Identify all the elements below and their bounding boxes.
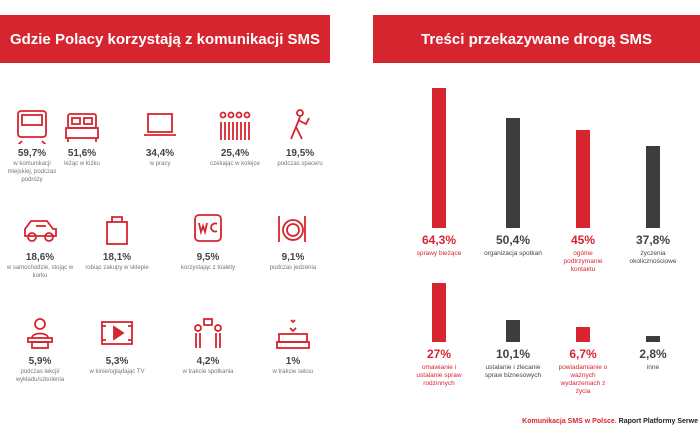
bar-label: sprawy bieżące: [416, 250, 462, 257]
bar-label: ogólne podtrzymanie kontaktu: [563, 250, 603, 273]
bar-value: 6,7%: [569, 347, 597, 361]
usage-value: 5,9%: [28, 356, 52, 367]
shopping-bag-icon: [99, 212, 135, 248]
usage-item: [168, 316, 248, 376]
usage-value: 9,5%: [196, 252, 220, 263]
bar: [506, 320, 520, 342]
usage-item: [0, 212, 80, 280]
usage-value: 34,4%: [145, 148, 175, 159]
right-title-banner: [373, 15, 700, 63]
walking-icon: [282, 108, 318, 144]
usage-label: podczas jedzenia: [269, 265, 317, 271]
bed-hearts-icon: [275, 316, 311, 352]
left-title: Gdzie Polacy korzystają z komunikacji SMS: [9, 30, 321, 48]
usage-label: leżąc w łóżku: [64, 161, 100, 167]
source-title: Komunikacja SMS w Polsce.: [522, 418, 617, 425]
film-icon: [99, 316, 135, 352]
car-icon: [22, 212, 58, 248]
usage-value: 9,1%: [281, 252, 305, 263]
bar: [646, 336, 660, 342]
usage-label: podczas lekcji/ wykładu/szkolenia: [15, 369, 65, 383]
bar: [576, 130, 590, 228]
queue-icon: [217, 108, 253, 144]
meeting-icon: [190, 316, 226, 352]
bar-value: 10,1%: [495, 347, 531, 361]
lecturer-icon: [22, 316, 58, 352]
usage-value: 1%: [285, 356, 301, 367]
plate-icon: [275, 212, 311, 248]
bed-icon: [64, 108, 100, 144]
usage-item: [42, 108, 122, 168]
source-footer: [522, 418, 698, 425]
usage-label: w samochodzie, stojąc w korku: [6, 265, 74, 279]
usage-item: [120, 108, 200, 168]
usage-value: 4,2%: [196, 356, 220, 367]
bar-label: życzenia okolicznościowe: [629, 250, 677, 265]
bar-value: 45%: [570, 233, 596, 247]
bar-label: omawianie i ustalanie spraw rodzinnych: [416, 364, 462, 387]
usage-value: 18,6%: [25, 252, 55, 263]
bar-label: powiadamianie o ważnych wydarzeniach z życia: [558, 364, 608, 395]
usage-item: [260, 108, 340, 168]
usage-label: w trakcie seksu: [272, 369, 314, 375]
usage-value: 19,5%: [285, 148, 315, 159]
bar: [576, 327, 590, 342]
right-title: Treści przekazywane drogą SMS: [421, 30, 652, 48]
usage-label: w komunikacji miejskiej, podczas podróży: [7, 161, 57, 183]
bar-label: ustalanie i zlecanie spraw biznesowych: [484, 364, 542, 379]
usage-label: robiąc zakupy w sklepie: [85, 265, 149, 271]
usage-value: 59,7%: [17, 148, 47, 159]
usage-item: [77, 212, 157, 272]
usage-label: podczas spaceru: [277, 161, 323, 167]
usage-item: [253, 212, 333, 272]
usage-label: w kinie/oglądając TV: [89, 369, 145, 375]
usage-label: w pracy: [149, 161, 171, 167]
usage-item: [253, 316, 333, 376]
bar-value: 64,3%: [421, 233, 457, 247]
bar: [432, 88, 446, 228]
bar-value: 27%: [426, 347, 452, 361]
bar: [646, 146, 660, 228]
usage-value: 18,1%: [102, 252, 132, 263]
bar: [432, 283, 446, 342]
bar: [506, 118, 520, 228]
left-title-banner: [0, 15, 330, 63]
usage-item: [0, 316, 80, 384]
bar-value: 50,4%: [495, 233, 531, 247]
usage-value: 5,3%: [105, 356, 129, 367]
bar-label: inne: [646, 364, 660, 371]
usage-value: 25,4%: [220, 148, 250, 159]
usage-label: w trakcie spotkania: [182, 369, 234, 375]
wc-icon: [190, 212, 226, 248]
usage-item: [168, 212, 248, 272]
bar-label: organizacja spotkań: [484, 250, 542, 257]
usage-label: czekając w kolejce: [210, 161, 260, 167]
laptop-icon: [142, 108, 178, 144]
usage-value: 51,6%: [67, 148, 97, 159]
usage-item: [77, 316, 157, 376]
bar-value: 37,8%: [635, 233, 671, 247]
usage-label: korzystając z toalety: [180, 265, 236, 271]
source-report: Raport Platformy Serwe: [616, 418, 698, 425]
bar-value: 2,8%: [639, 347, 667, 361]
